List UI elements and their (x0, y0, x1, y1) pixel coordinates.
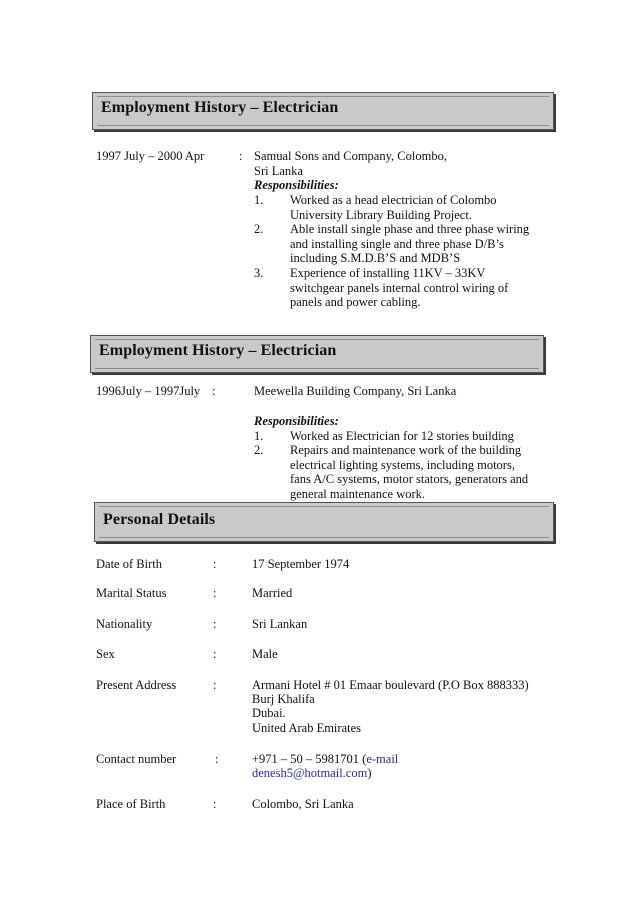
item-line: Able install single phase and three phase wiring (290, 222, 530, 236)
item-number: 3. (254, 266, 264, 280)
section-header-personal (94, 502, 554, 542)
field-value: 17 September 1974 (252, 557, 350, 571)
field-label: Nationality (96, 617, 153, 631)
field-label: Place of Birth (96, 797, 166, 811)
responsibility-item (254, 266, 544, 310)
employer-line: Meewella Building Company, Sri Lanka (254, 384, 457, 398)
phone-number: +971 – 50 – 5981701 ( (252, 752, 367, 766)
section-header-employment-2 (90, 335, 544, 373)
item-number: 2. (254, 222, 264, 236)
colon: : (239, 149, 243, 163)
address-line: United Arab Emirates (252, 721, 361, 735)
section-title: Employment History – Electrician (99, 342, 337, 359)
field-label: Sex (96, 647, 115, 661)
item-line: Worked as a head electrician of Colombo (290, 193, 497, 207)
item-line: University Library Building Project. (290, 207, 472, 222)
address-line: Armani Hotel # 01 Emaar boulevard (P.O Box 888333) (252, 678, 529, 692)
field-value: Married (252, 586, 293, 600)
item-line: and installing single and three phase D/B’s (290, 236, 504, 251)
field-value: Sri Lankan (252, 617, 308, 631)
colon: : (215, 752, 219, 766)
item-line: Worked as Electrician for 12 stories building (290, 429, 514, 443)
item-line: switchgear panels internal control wiring of (290, 280, 509, 295)
email-prefix[interactable]: e-mail (366, 752, 399, 766)
address-line: Dubai. (252, 706, 286, 720)
item-line: panels and power cabling. (290, 295, 421, 309)
colon: : (213, 617, 217, 631)
contact-line (252, 766, 371, 781)
responsibility-item (254, 222, 544, 266)
item-line: fans A/C systems, motor stators, generators and (290, 472, 529, 486)
colon: : (213, 586, 217, 600)
section-title: Personal Details (103, 511, 216, 528)
item-line: Experience of installing 11KV – 33KV (290, 266, 486, 280)
responsibilities-label: Responsibilities: (254, 178, 339, 192)
field-label: Contact number (96, 752, 177, 766)
section-title: Employment History – Electrician (101, 99, 339, 116)
employment-period: 1997 July – 2000 Apr (96, 149, 205, 163)
item-line: Repairs and maintenance work of the building (290, 443, 522, 457)
colon: : (213, 797, 217, 811)
item-number: 1. (254, 429, 264, 443)
responsibilities-label: Responsibilities: (254, 414, 339, 428)
item-line: including S.M.D.B’S and MDB’S (290, 251, 461, 265)
field-label: Present Address (96, 678, 177, 692)
contact-line (252, 752, 398, 767)
field-value: Colombo, Sri Lanka (252, 797, 354, 811)
employment-period: 1996July – 1997July (96, 384, 201, 398)
field-label: Marital Status (96, 586, 167, 600)
colon: : (212, 384, 216, 398)
colon: : (213, 647, 217, 661)
colon: : (213, 557, 217, 571)
item-number: 1. (254, 193, 264, 207)
paren-close: ) (367, 766, 372, 780)
address-line: Burj Khalifa (252, 692, 315, 706)
item-line: electrical lighting systems, including motors, (290, 457, 515, 472)
field-value: Male (252, 647, 278, 661)
responsibility-item (254, 443, 544, 503)
field-label: Date of Birth (96, 557, 162, 571)
item-line: general maintenance work. (290, 486, 426, 501)
email-link[interactable]: denesh5@hotmail.com (252, 766, 368, 780)
colon: : (213, 678, 217, 692)
item-number: 2. (254, 443, 264, 457)
employer-line: Sri Lanka (254, 164, 303, 178)
employer-line: Samual Sons and Company, Colombo, (254, 149, 447, 163)
section-header-employment-1 (92, 92, 554, 130)
